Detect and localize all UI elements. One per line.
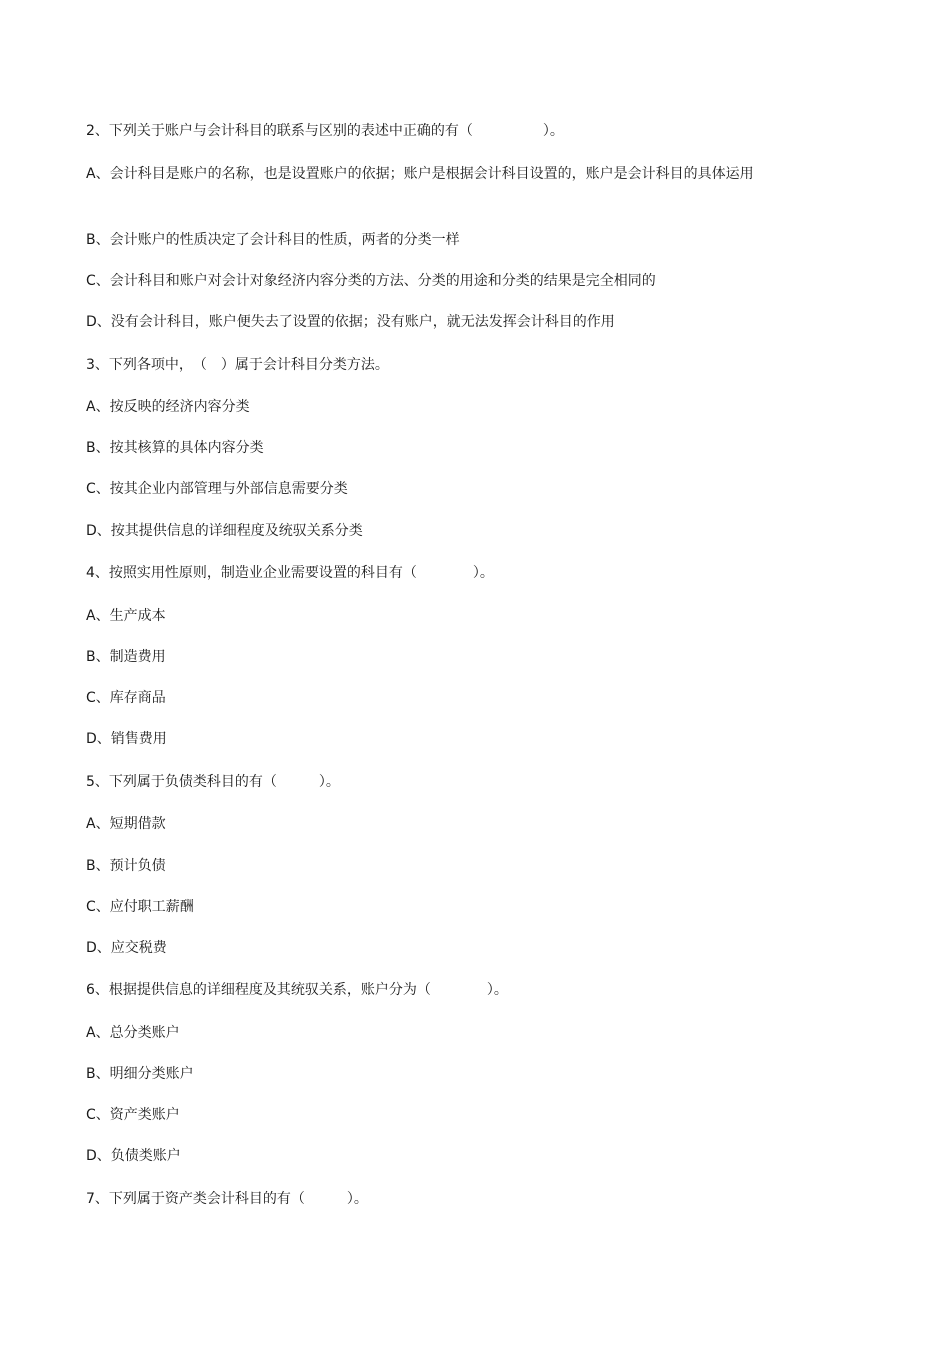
- question-3-option-a: A、按反映的经济内容分类: [86, 399, 250, 415]
- question-3-option-b: B、按其核算的具体内容分类: [86, 440, 264, 456]
- question-6-option-b: B、明细分类账户: [86, 1066, 194, 1082]
- question-5-option-d: D、应交税费: [86, 940, 167, 956]
- question-3-option-d: D、按其提供信息的详细程度及统驭关系分类: [86, 523, 363, 539]
- question-4-stem: 4、按照实用性原则，制造业企业需要设置的科目有（ ）。: [86, 565, 494, 581]
- question-6-option-a: A、总分类账户: [86, 1025, 180, 1041]
- question-5-option-a: A、短期借款: [86, 816, 166, 832]
- question-4-option-b: B、制造费用: [86, 649, 166, 665]
- question-3-option-c: C、按其企业内部管理与外部信息需要分类: [86, 481, 348, 497]
- question-6-option-c: C、资产类账户: [86, 1107, 180, 1123]
- question-4-option-d: D、销售费用: [86, 731, 167, 747]
- question-5-option-c: C、应付职工薪酬: [86, 899, 194, 915]
- question-6-stem: 6、根据提供信息的详细程度及其统驭关系，账户分为（ ）。: [86, 982, 508, 998]
- question-5-option-b: B、预计负债: [86, 858, 166, 874]
- question-6-option-d: D、负债类账户: [86, 1148, 181, 1164]
- question-4-option-a: A、生产成本: [86, 608, 166, 624]
- question-3-stem: 3、下列各项中， （ ）属于会计科目分类方法。: [86, 357, 389, 373]
- question-2-option-a: A、会计科目是账户的名称，也是设置账户的依据；账户是根据会计科目设置的，账户是会计科目的具体运用: [86, 166, 754, 182]
- question-2-option-c: C、会计科目和账户对会计对象经济内容分类的方法、分类的用途和分类的结果是完全相同的: [86, 273, 656, 289]
- question-7-stem: 7、下列属于资产类会计科目的有（ ）。: [86, 1191, 368, 1207]
- question-4-option-c: C、库存商品: [86, 690, 166, 706]
- question-2-option-d: D、没有会计科目，账户便失去了设置的依据；没有账户，就无法发挥会计科目的作用: [86, 314, 615, 330]
- question-2-stem: 2、下列关于账户与会计科目的联系与区别的表述中正确的有（ ）。: [86, 123, 564, 139]
- question-2-option-b: B、会计账户的性质决定了会计科目的性质，两者的分类一样: [86, 232, 460, 248]
- question-5-stem: 5、下列属于负债类科目的有（ ）。: [86, 774, 340, 790]
